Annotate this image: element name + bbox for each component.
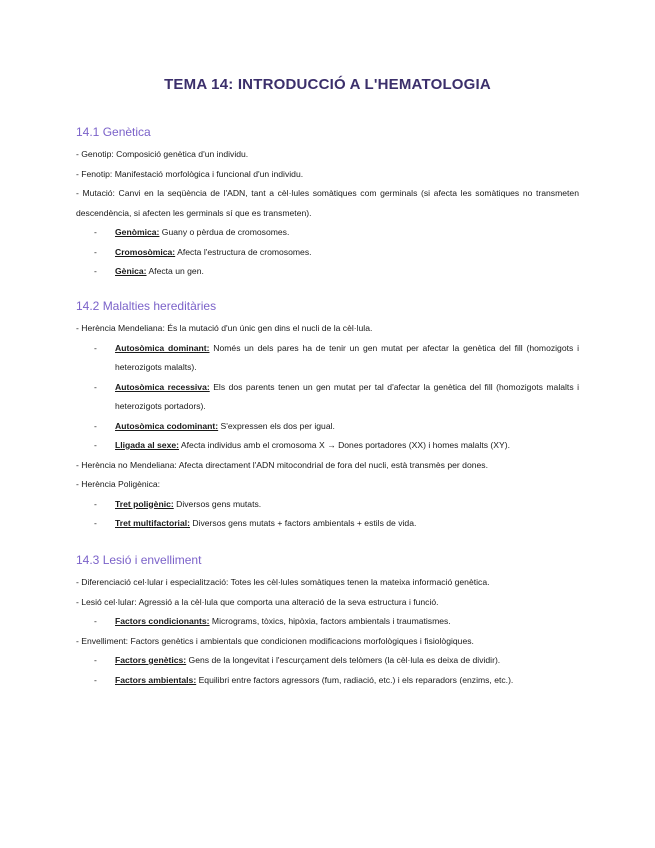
term-label: Factors genètics: bbox=[115, 655, 187, 665]
list-item bbox=[76, 651, 579, 671]
bullet-dash: - bbox=[94, 674, 97, 685]
term-description: Diversos gens mutats. bbox=[173, 498, 262, 509]
section-heading: 14.3 Lesió i envelliment bbox=[76, 553, 202, 567]
section-heading: 14.1 Genètica bbox=[76, 125, 151, 139]
term-label: Autosòmica codominant: bbox=[115, 420, 219, 431]
term-description: Micrograms, tòxics, hipòxia, factors ambientals i traumatismes. bbox=[209, 616, 451, 626]
bullet-dash: - bbox=[94, 266, 97, 276]
term-label: Gènica: bbox=[115, 266, 147, 276]
list-item bbox=[76, 223, 579, 243]
page-title: TEMA 14: INTRODUCCIÓ A L'HEMATOLOGIA bbox=[164, 76, 491, 93]
term-label: Genòmica: bbox=[115, 227, 160, 237]
paragraph-genotip: - Genotip: Composició genètica d'un individu. bbox=[76, 149, 249, 159]
term-description: Afecta l'estructura de cromosomes. bbox=[175, 246, 312, 257]
term-description: Afecta individus amb el cromosoma X → Dones portadores (XX) i homes malalts (XY). bbox=[179, 440, 511, 450]
bullet-dash: - bbox=[94, 381, 97, 392]
term-description: Guany o pèrdua de cromosomes. bbox=[159, 227, 290, 237]
paragraph-envelliment: - Envelliment: Factors genètics i ambientals que condicionen modificacions morfològiques i fisiològiques. bbox=[76, 635, 474, 646]
term-label: Autosòmica recessiva: bbox=[115, 381, 210, 392]
term-label: Tret multifactorial: bbox=[115, 518, 190, 528]
list-item bbox=[76, 495, 579, 515]
term-label: Autosòmica dominant: bbox=[115, 342, 210, 353]
list-item bbox=[76, 671, 579, 691]
paragraph-diferenciacio: - Diferenciació cel·lular i especialització: Totes les cèl·lules somàtiques tenen la mateixa informació genètica. bbox=[76, 577, 490, 587]
list-item bbox=[76, 514, 579, 534]
bullet-dash: - bbox=[94, 420, 97, 431]
term-label: Factors ambientals: bbox=[115, 674, 197, 685]
term-label: Factors condicionants: bbox=[115, 616, 210, 626]
term-description: Només un dels pares ha de tenir un gen mutat per afectar la genètica del fill (homozigots i heterozigots malalts). bbox=[115, 342, 579, 372]
paragraph-fenotip: - Fenotip: Manifestació morfològica i funcional d'un individu. bbox=[76, 168, 304, 179]
bullet-dash: - bbox=[94, 616, 97, 626]
term-description: Gens de la longevitat i l'escurçament dels telòmers (la cèl·lula es deixa de dividir). bbox=[186, 655, 501, 665]
term-label: Lligada al sexe: bbox=[115, 440, 180, 450]
list-item bbox=[76, 378, 579, 417]
list-item bbox=[76, 243, 579, 263]
term-description: Equilibri entre factors agressors (fum, radiació, etc.) i els reparadors (enzims, etc.). bbox=[196, 674, 514, 685]
list-item bbox=[76, 262, 579, 282]
term-label: Tret poligènic: bbox=[115, 498, 174, 509]
bullet-dash: - bbox=[94, 655, 97, 665]
list-item bbox=[76, 417, 579, 437]
bullet-dash: - bbox=[94, 342, 97, 353]
term-description: Afecta un gen. bbox=[146, 266, 204, 276]
paragraph-no-mendeliana: - Herència no Mendeliana: Afecta directament l'ADN mitocondrial de fora del nucli, està transmès per dones. bbox=[76, 459, 488, 470]
bullet-dash: - bbox=[94, 518, 97, 528]
bullet-dash: - bbox=[94, 246, 97, 257]
section-lesio-envelliment bbox=[76, 552, 579, 690]
term-description: Els dos parents tenen un gen mutat per tal d'afectar la genètica del fill (homozigots malalts i heterozigots portadors). bbox=[115, 381, 579, 411]
section-genetica bbox=[76, 124, 579, 282]
term-label: Cromosòmica: bbox=[115, 246, 176, 257]
list-item bbox=[76, 436, 579, 456]
paragraph-lesio: - Lesió cel·lular: Agressió a la cèl·lula que comporta una alteració de la seva estructura i funció. bbox=[76, 596, 439, 607]
list-item bbox=[76, 612, 579, 632]
paragraph-mendeliana: - Herència Mendeliana: És la mutació d'un únic gen dins el nucli de la cèl·lula. bbox=[76, 323, 373, 333]
term-description: S'expressen els dos per igual. bbox=[218, 420, 335, 431]
list-item bbox=[76, 339, 579, 378]
bullet-dash: - bbox=[94, 440, 97, 450]
bullet-dash: - bbox=[94, 498, 97, 509]
section-malalties-hereditaries bbox=[76, 298, 579, 534]
paragraph-poligenica: - Herència Poligènica: bbox=[76, 479, 161, 489]
section-heading: 14.2 Malalties hereditàries bbox=[76, 299, 217, 313]
bullet-dash: - bbox=[94, 227, 97, 237]
paragraph-mutacio: - Mutació: Canvi en la seqüència de l'ADN, tant a cèl·lules somàtiques com germinals (si afecta les somàtiques no transmeten descendència, si afecten les germinals sí que es transmeten). bbox=[76, 188, 579, 218]
term-description: Diversos gens mutats + factors ambientals + estils de vida. bbox=[189, 518, 417, 528]
